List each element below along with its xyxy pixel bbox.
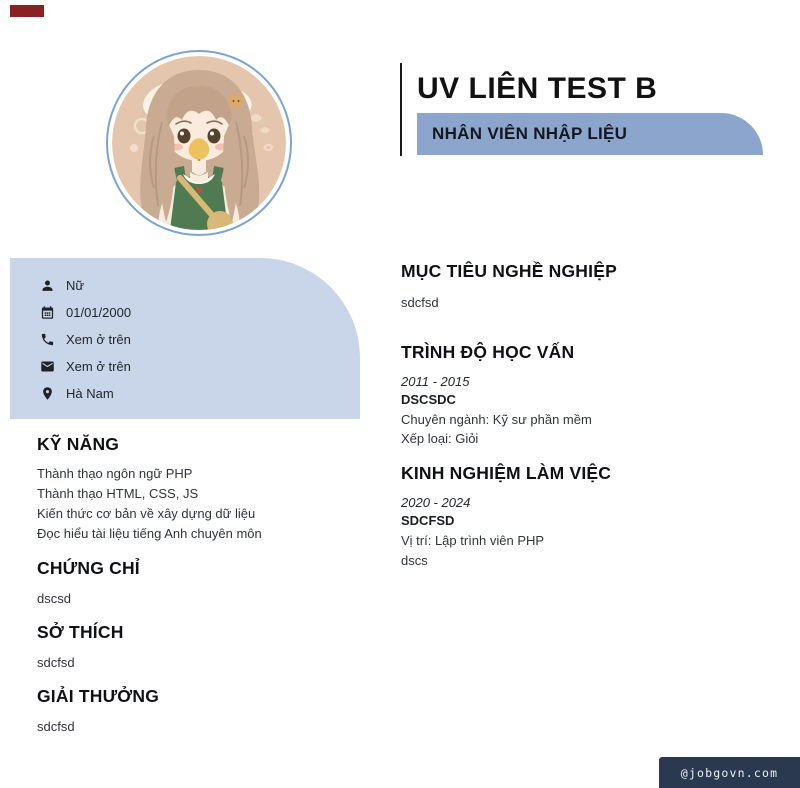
birthday-value: 01/01/2000 [66,304,132,320]
info-row-email [40,356,131,376]
experience-period: 2020 - 2024 [401,495,471,510]
certificates-content: dscsd [37,591,71,606]
location-icon [40,386,55,401]
phone-value: Xem ở trên [66,331,131,347]
info-row-birthday [40,302,131,322]
skills-heading: KỸ NĂNG [37,434,120,454]
experience-note: dscs [401,553,428,568]
awards-heading: GIẢI THƯỞNG [37,686,160,706]
info-row-phone [40,329,131,349]
info-row-address [40,383,114,403]
hobbies-content: sdcfsd [37,655,75,670]
education-heading: TRÌNH ĐỘ HỌC VẤN [401,342,575,362]
education-grade: Xếp loại: Giỏi [401,431,479,446]
phone-icon [40,332,55,347]
page-corner-marker [10,5,44,17]
education-major: Chuyên ngành: Kỹ sư phần mềm [401,412,592,427]
candidate-name: UV LIÊN TEST B [417,72,658,105]
skill-item: Thành thạo ngôn ngữ PHP [37,466,193,481]
info-row-gender [40,275,84,295]
skill-item: Thành thạo HTML, CSS, JS [37,486,199,501]
email-value: Xem ở trên [66,358,131,374]
experience-position: Vị trí: Lập trình viên PHP [401,533,545,548]
hobbies-heading: SỞ THÍCH [37,622,124,642]
awards-content: sdcfsd [37,719,75,734]
education-school: DSCSDC [401,392,456,407]
skill-item: Kiến thức cơ bản về xây dựng dữ liệu [37,506,256,521]
skill-item: Đọc hiểu tài liệu tiếng Anh chuyên môn [37,526,262,541]
header-divider-line [400,63,402,156]
job-title-banner [417,113,763,155]
personal-info-panel [10,258,360,419]
email-icon [40,359,55,374]
job-title: NHÂN VIÊN NHẬP LIỆU [432,124,628,143]
gender-value: Nữ [66,277,85,293]
certificates-heading: CHỨNG CHỈ [37,558,140,578]
avatar [106,50,292,236]
experience-company: SDCFSD [401,513,455,528]
avatar-illustration [112,56,286,230]
address-value: Hà Nam [66,385,114,401]
experience-heading: KINH NGHIỆM LÀM VIỆC [401,463,612,483]
calendar-icon [40,305,55,320]
objective-heading: MỤC TIÊU NGHỀ NGHIỆP [401,261,617,281]
watermark-bar [659,757,800,788]
education-period: 2011 - 2015 [401,374,470,389]
objective-content: sdcfsd [401,295,439,310]
person-icon [40,278,55,293]
watermark-text: @jobgovn.com [680,765,779,780]
